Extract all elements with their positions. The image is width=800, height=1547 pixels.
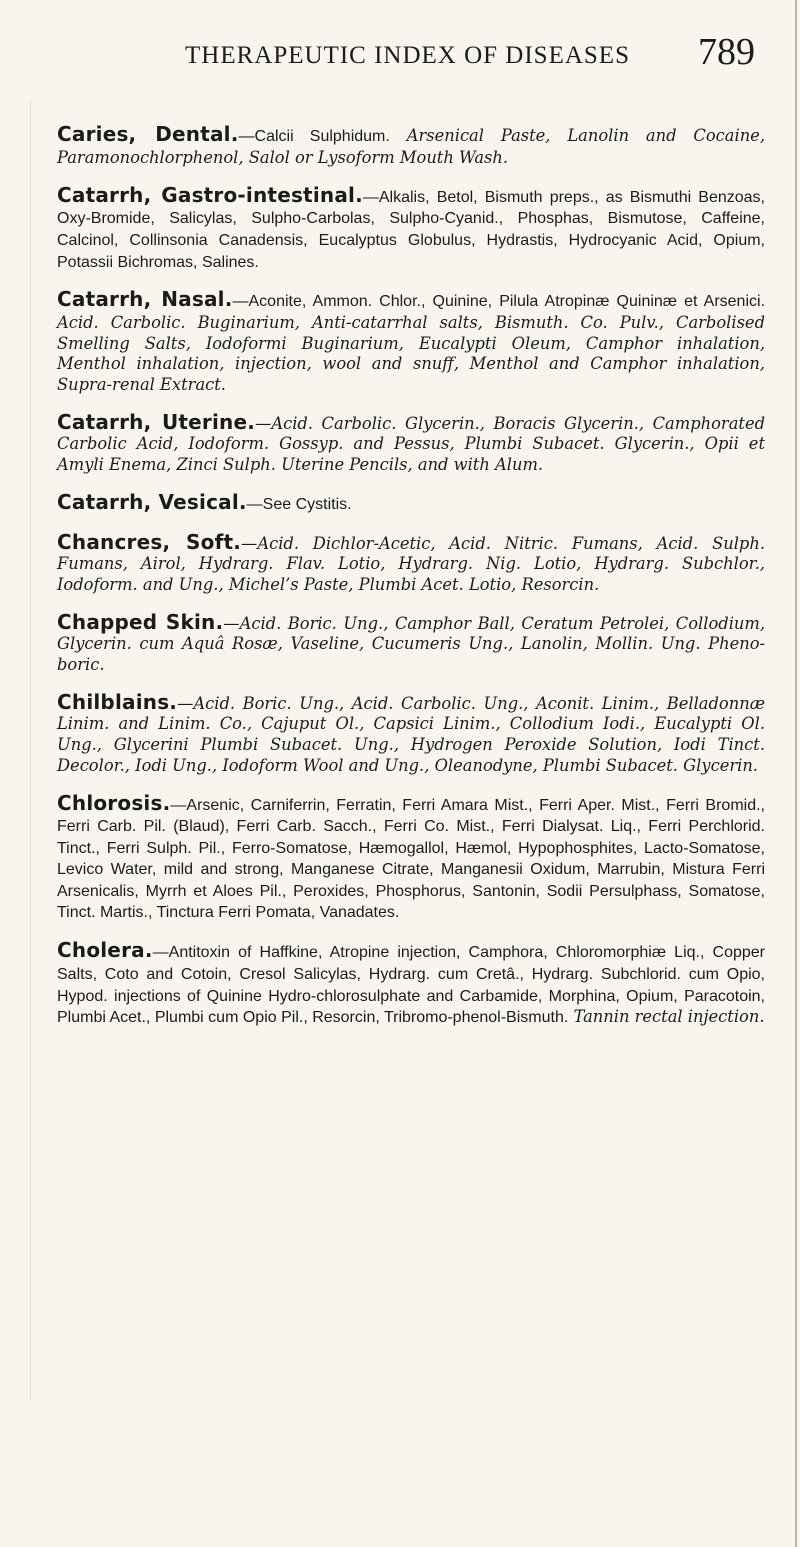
entry-applications: Arsenical Paste, Lanolin and Cocaine, Paramonochlorphenol, Salol or Lysoform Mouth Wash. xyxy=(57,126,765,167)
page-header xyxy=(60,26,755,86)
index-entry xyxy=(57,409,765,476)
index-entry xyxy=(57,489,765,516)
entry-remedies: —Antitoxin of Haffkine, Atropine injection, Camphora, Chloromorphiæ Liq., Copper Salts, Coto and Cotoin, Cresol Salicylas, Hydrarg. cum Cretâ., Hydrarg. Subchlorid. cum Opio, Hypod. injections of Quinine Hydro-chlorosulphate and Carbamide, Morphina, Opium, Paracotoin, Plumbi Acet., Plumbi cum Opio Pil., Resorcin, Tribromo-phenol-Bismuth. xyxy=(57,944,765,1027)
entry-cross-reference: —See Cystitis. xyxy=(246,495,352,513)
index-entry xyxy=(57,124,765,168)
entry-remedies: —Arsenic, Carniferrin, Ferratin, Ferri Amara Mist., Ferri Aper. Mist., Ferri Bromid., Ferri Carb. Pil. (Blaud), Ferri Carb. Sacch., Ferri Co. Mist., Ferri Dialysat. Liq., Ferri Perchlorid. Tinct., Ferri Sulph. Pil., Ferro-Somatose, Hæmogallol, Hæmol, Hypophosphites, Lacto-Somatose, Levico Water, mild and strong, Manganese Citrate, Manganesii Oxidum, Marrubin, Mistura Ferri Arsenicalis, Myrrh et Aloes Pil., Peroxides, Phosphorus, Santonin, Sodii Persulphass, Somatose, Tinct. Martis., Tinctura Ferri Pomata, Vanadates. xyxy=(57,796,765,922)
index-entry xyxy=(57,609,766,676)
entry-applications: Tannin rectal injection. xyxy=(573,1007,765,1027)
entry-term: Catarrh, Gastro-intestinal. xyxy=(57,182,363,207)
entry-term: Cholera. xyxy=(57,938,153,963)
entry-remedies: —Calcii Sulphidum. xyxy=(238,128,390,146)
entry-applications: —Acid. Dichlor-Acetic, Acid. Nitric. Fumans, Acid. Sulph. Fumans, Airol, Hydrarg. Flav. Lotio, Hydrarg. Nig. Lotio, Hydrarg. Subchlor., Iodoform. and Ung., Michel’s Paste, Plumbi Acet. Lotio, Resorcin. xyxy=(57,533,765,594)
entry-applications: Acid. Carbolic. Buginarium, Anti-catarrhal salts, Bismuth. Co. Pulv., Carbolised Smelling Salts, Iodoformi Buginarium, Eucalypti Oleum, Camphor inhalation, Menthol inhalation, injection, wool and snuff, Menthol and Camphor inhalation, Supra-renal Extract. xyxy=(57,313,765,394)
entry-term: Chancres, Soft. xyxy=(57,529,242,554)
index-entry xyxy=(57,289,765,395)
index-entry xyxy=(57,182,766,273)
index-entries xyxy=(57,108,765,1037)
entry-term: Catarrh, Vesical. xyxy=(57,489,247,514)
entry-term: Catarrh, Nasal. xyxy=(57,287,233,312)
page-number: 789 xyxy=(698,31,755,73)
page-edge-shadow xyxy=(30,100,31,1400)
entry-term: Catarrh, Uterine. xyxy=(57,409,256,434)
entry-remedies: —Aconite, Ammon. Chlor., Quinine, Pilula Atropinæ Quininæ et Arsenici. xyxy=(232,293,766,311)
entry-term: Chapped Skin. xyxy=(57,609,224,634)
entry-term: Chlorosis. xyxy=(57,790,171,815)
entry-term: Chilblains. xyxy=(57,689,178,714)
entry-applications: —Acid. Carbolic. Glycerin., Boracis Glycerin., Camphorated Carbolic Acid, Iodoform. Gossyp. and Pessus, Plumbi Subacet. Glycerin., Opii et Amyli Enema, Zinci Sulph. Uterine Pencils, and with Alum. xyxy=(57,413,765,474)
index-entry xyxy=(57,940,765,1028)
page-edge xyxy=(795,0,797,1547)
running-title: THERAPEUTIC INDEX OF DISEASES xyxy=(185,42,630,69)
index-entry xyxy=(57,689,765,776)
index-entry xyxy=(57,790,765,925)
index-entry xyxy=(57,529,765,596)
entry-applications: —Acid. Boric. Ung., Acid. Carbolic. Ung., Aconit. Linim., Belladonnæ Linim. and Linim. Co., Cajuput Ol., Capsici Linim., Collodium Iodi., Eucalypti Ol. Ung., Glycerini Plumbi Subacet. Ung., Hydrogen Peroxide Solution, Iodi Tinct. Decolor., Iodi Ung., Iodoform Wool and Ung., Oleanodyne, Plumbi Subacet. Glycerin. xyxy=(57,693,765,775)
entry-remedies: —Alkalis, Betol, Bismuth preps., as Bismuthi Benzoas, Oxy-Bromide, Salicylas, Sulpho-Carbolas, Sulpho-Cyanid., Phosphas, Bismutose, Caffeine, Calcinol, Collinsonia Canadensis, Eucalyptus Globulus, Hydrastis, Hydrocyanic Acid, Opium, Potassii Bichromas, Salines. xyxy=(57,188,766,271)
entry-term: Caries, Dental. xyxy=(57,122,239,147)
entry-applications: —Acid. Boric. Ung., Camphor Ball, Ceratum Petrolei, Collodium, Glycerin. cum Aquâ Rosæ, Vaseline, Cucumeris Ung., Lanolin, Mollin. Ung. Pheno-boric. xyxy=(57,613,766,674)
